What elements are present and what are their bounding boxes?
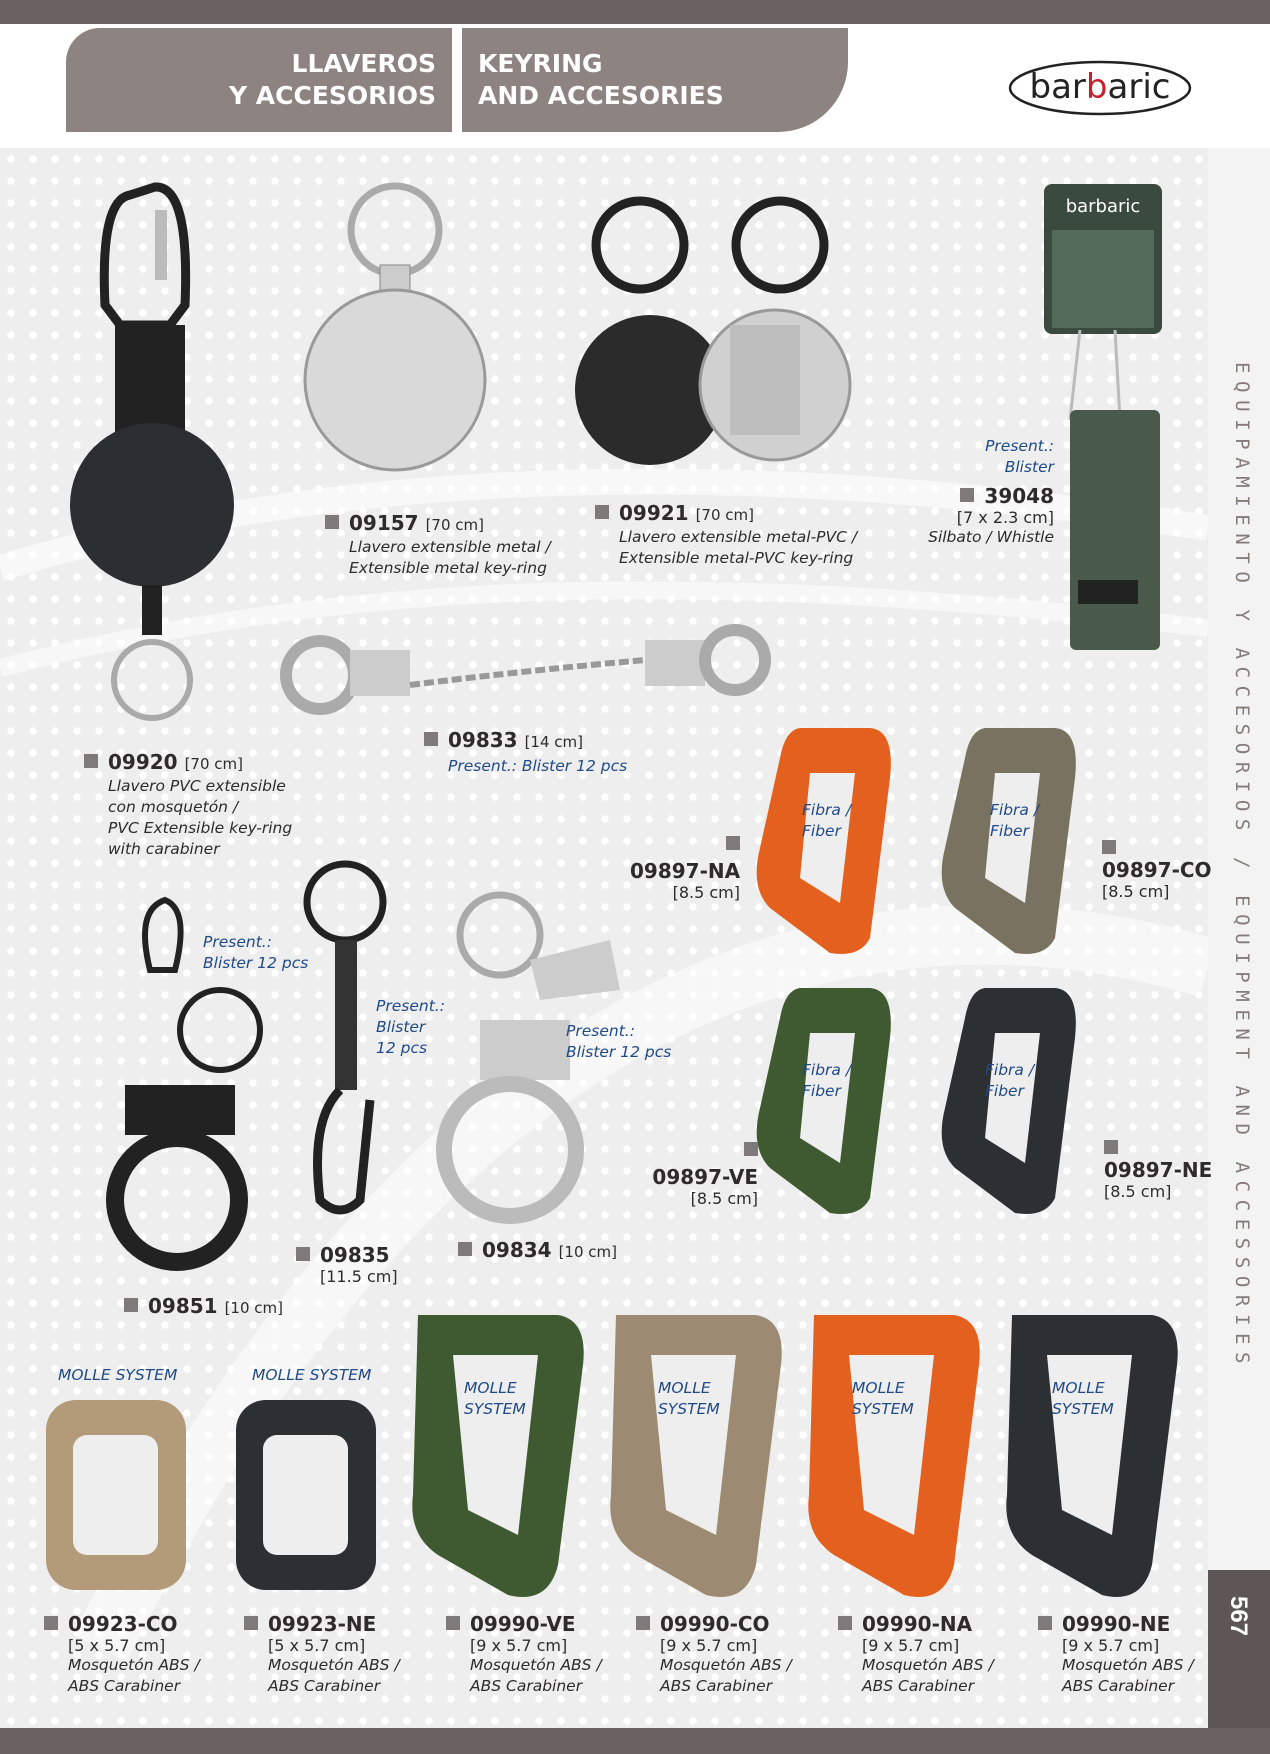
bullet-square-icon <box>838 1616 852 1630</box>
product-size: [70 cm] <box>425 516 484 534</box>
product-09834-presentation: Present.: Blister 12 pcs <box>566 1022 672 1061</box>
product-image-09897-co <box>925 718 1125 968</box>
product-09834-label <box>458 1238 617 1262</box>
product-09851-label <box>124 1294 283 1318</box>
product-code: 09990-NE <box>1062 1612 1171 1636</box>
product-09835-presentation: Present.: Blister 12 pcs <box>376 997 445 1057</box>
product-size: [9 x 5.7 cm] <box>470 1636 568 1655</box>
product-size: [70 cm] <box>184 755 243 773</box>
product-09897-co-material: Fibra / Fiber <box>990 801 1040 840</box>
product-09897-co-label <box>1102 840 1212 901</box>
product-code: 09923-NE <box>268 1612 377 1636</box>
product-09897-ve-label <box>648 1142 758 1208</box>
product-image-09923-ne <box>228 1395 388 1605</box>
product-09833-label <box>424 728 627 777</box>
product-size: [9 x 5.7 cm] <box>1062 1636 1160 1655</box>
product-09990-co-tag: MOLLE SYSTEM <box>658 1379 720 1418</box>
presentation-label: Present.: <box>985 437 1054 455</box>
product-size: [11.5 cm] <box>320 1267 398 1286</box>
page-number-tab <box>1208 1570 1270 1728</box>
product-09990-ne-label: 09990-NE [9 x 5.7 cm] Mosquetón ABS / ABS Carabiner <box>1038 1612 1194 1697</box>
product-description: Llavero extensible metal / Extensible metal key-ring <box>349 538 551 577</box>
product-image-09897-ve <box>740 978 940 1228</box>
product-image-09834 <box>430 890 660 1250</box>
product-code: 09833 <box>448 728 518 752</box>
product-description: Llavero extensible metal-PVC / Extensible metal-PVC key-ring <box>619 528 858 567</box>
bullet-square-icon <box>726 836 740 850</box>
product-size: [5 x 5.7 cm] <box>268 1636 366 1655</box>
product-code: 09923-CO <box>68 1612 178 1636</box>
product-09990-ve-tag: MOLLE SYSTEM <box>464 1379 526 1418</box>
product-09923-co-label: 09923-CO [5 x 5.7 cm] Mosquetón ABS / ABS Carabiner <box>44 1612 200 1697</box>
product-09990-na-tag: MOLLE SYSTEM <box>852 1379 914 1418</box>
product-code: 09897-NA <box>630 859 741 883</box>
product-09920-label <box>84 750 292 860</box>
product-09923-co-tag: MOLLE SYSTEM <box>58 1366 178 1384</box>
bullet-square-icon <box>446 1616 460 1630</box>
product-size: [14 cm] <box>524 733 583 751</box>
header-title-es-line2: Y ACCESORIOS <box>229 81 436 110</box>
product-09990-co-label: 09990-CO [9 x 5.7 cm] Mosquetón ABS / ABS Carabiner <box>636 1612 792 1697</box>
bullet-square-icon <box>1038 1616 1052 1630</box>
product-size: [10 cm] <box>558 1243 617 1261</box>
barbaric-logo <box>1000 52 1200 142</box>
product-description: Silbato / Whistle <box>928 528 1054 546</box>
product-code: 09990-NA <box>862 1612 973 1636</box>
product-size: [8.5 cm] <box>672 883 740 902</box>
bullet-square-icon <box>595 505 609 519</box>
product-09990-na-label: 09990-NA [9 x 5.7 cm] Mosquetón ABS / ABS Carabiner <box>838 1612 994 1697</box>
bullet-square-icon <box>44 1616 58 1630</box>
top-bar <box>0 0 1270 24</box>
product-size: [10 cm] <box>224 1299 283 1317</box>
product-image-09923-co <box>38 1395 198 1605</box>
product-image-09990-co <box>596 1295 796 1615</box>
section-vertical-label: EQUIPAMIENTO Y ACCESORIOS / EQUIPMENT AND ACCESSORIES <box>1231 362 1253 1372</box>
header-title-en-line1: KEYRING <box>478 49 603 78</box>
product-09990-ne-tag: MOLLE SYSTEM <box>1052 1379 1114 1418</box>
bullet-square-icon <box>84 754 98 768</box>
header-tab-spanish <box>66 28 452 132</box>
product-code: 09897-CO <box>1102 858 1212 882</box>
product-code: 09897-VE <box>652 1165 758 1189</box>
product-09923-ne-tag: MOLLE SYSTEM <box>252 1366 372 1384</box>
bullet-square-icon <box>1102 840 1116 854</box>
product-09923-ne-label: 09923-NE [5 x 5.7 cm] Mosquetón ABS / ABS Carabiner <box>244 1612 400 1697</box>
bullet-square-icon <box>458 1242 472 1256</box>
product-description: Llavero PVC extensible con mosquetón / PVC Extensible key-ring with carabiner <box>108 777 293 858</box>
product-image-09990-ne <box>992 1295 1192 1615</box>
product-code: 09851 <box>148 1294 218 1318</box>
product-code: 09834 <box>482 1238 552 1262</box>
product-09851-presentation: Present.: Blister 12 pcs <box>203 933 309 972</box>
product-image-09990-na <box>794 1295 994 1615</box>
product-09835-label <box>296 1243 398 1286</box>
bullet-square-icon <box>296 1247 310 1261</box>
product-code: 09897-NE <box>1104 1158 1213 1182</box>
product-09897-na-material: Fibra / Fiber <box>802 801 852 840</box>
product-39048-label <box>880 436 1054 548</box>
product-image-09921 <box>570 190 860 490</box>
presentation-note: Present.: Blister 12 pcs <box>448 757 628 775</box>
svg-text:barbaric: barbaric <box>1029 67 1171 107</box>
product-image-09990-ve <box>398 1295 598 1615</box>
product-size: [9 x 5.7 cm] <box>660 1636 758 1655</box>
product-code: 09835 <box>320 1243 390 1267</box>
product-09897-na-label <box>630 836 740 902</box>
product-image-09897-ne <box>925 978 1125 1228</box>
bullet-square-icon <box>1104 1140 1118 1154</box>
header-title-en-line2: AND ACCESORIES <box>478 81 724 110</box>
product-size: [7 x 2.3 cm] <box>956 508 1054 527</box>
product-09897-ne-material: Fibra / Fiber <box>985 1061 1035 1100</box>
bullet-square-icon <box>636 1616 650 1630</box>
product-size: [8.5 cm] <box>1104 1182 1172 1201</box>
product-code: 09921 <box>619 501 689 525</box>
bullet-square-icon <box>325 515 339 529</box>
product-code: 09990-VE <box>470 1612 576 1636</box>
bullet-square-icon <box>424 732 438 746</box>
product-image-09920 <box>60 175 230 735</box>
product-code: 09157 <box>349 511 419 535</box>
header-title-es-line1: LLAVEROS <box>291 49 436 78</box>
bullet-square-icon <box>244 1616 258 1630</box>
product-code: 09920 <box>108 750 178 774</box>
product-09921-label <box>595 501 857 569</box>
product-code: 39048 <box>984 484 1054 508</box>
bullet-square-icon <box>744 1142 758 1156</box>
product-size: [9 x 5.7 cm] <box>862 1636 960 1655</box>
product-size: [70 cm] <box>695 506 754 524</box>
product-image-09833 <box>280 620 780 730</box>
pack-logo: barbaric <box>1065 196 1141 217</box>
product-image-39048 <box>1020 180 1190 660</box>
product-image-09157 <box>285 180 485 510</box>
product-size: [8.5 cm] <box>1102 882 1170 901</box>
product-09897-ve-material: Fibra / Fiber <box>802 1061 852 1100</box>
bullet-square-icon <box>124 1298 138 1312</box>
product-size: [8.5 cm] <box>690 1189 758 1208</box>
product-09897-ne-label <box>1104 1140 1212 1201</box>
header-tab-english <box>462 28 848 132</box>
bottom-bar <box>0 1728 1270 1754</box>
product-image-09897-na <box>740 718 940 968</box>
product-size: [5 x 5.7 cm] <box>68 1636 166 1655</box>
product-09990-ve-label: 09990-VE [9 x 5.7 cm] Mosquetón ABS / ABS Carabiner <box>446 1612 602 1697</box>
product-code: 09990-CO <box>660 1612 770 1636</box>
bullet-square-icon <box>960 488 974 502</box>
presentation-value: Blister <box>1004 458 1054 476</box>
product-09157-label <box>325 511 551 579</box>
